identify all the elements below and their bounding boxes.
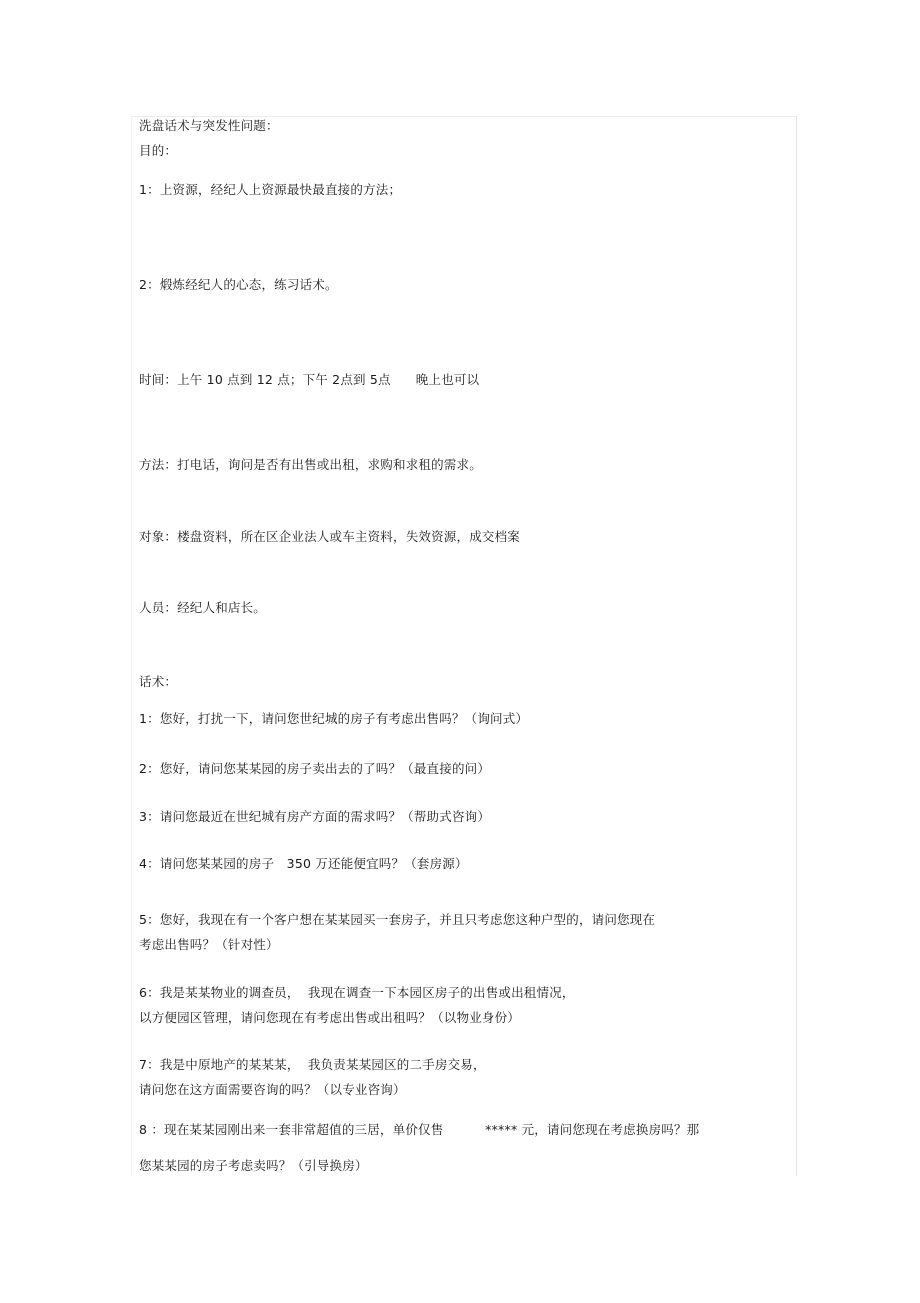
script-item-8-line-2: 您某某园的房子考虑卖吗？（引导换房） — [139, 1158, 368, 1173]
script-item-6-line-1: 6：我是某某物业的调查员， 我现在调查一下本园区房子的出售或出租情况， — [139, 985, 575, 1000]
method-line: 方法：打电话，询问是否有出售或出租，求购和求租的需求。 — [139, 457, 482, 472]
script-item-2: 2：您好，请问您某某园的房子卖出去的了吗？（最直接的问） — [139, 761, 491, 776]
script-item-3: 3：请问您最近在世纪城有房产方面的需求吗？（帮助式咨询） — [139, 809, 491, 824]
script-item-8-line-1: 8 ：现在某某园刚出来一套非常超值的三居，单价仅售 ***** 元，请问您现在考虑换房吗？那 — [139, 1122, 700, 1137]
script-item-6-line-2: 以方便园区管理，请问您现在有考虑出售或出租吗？（以物业身份） — [139, 1010, 521, 1025]
script-item-5-line-1: 5：您好，我现在有一个客户想在某某园买一套房子，并且只考虑您这种户型的，请问您现在 — [139, 912, 656, 927]
purpose-item-2: 2：煅炼经纪人的心态，练习话术。 — [139, 277, 338, 292]
time-line: 时间：上午 10 点到 12 点；下午 2点到 5点 晚上也可以 — [139, 372, 480, 387]
script-heading: 话术： — [139, 674, 178, 689]
script-item-5-line-2: 考虑出售吗？（针对性） — [139, 937, 279, 952]
staff-line: 人员：经纪人和店长。 — [139, 600, 267, 615]
script-item-7-line-1: 7：我是中原地产的某某某， 我负责某某园区的二手房交易， — [139, 1057, 486, 1072]
script-item-4: 4：请问您某某园的房子 350 万还能便宜吗？（套房源） — [139, 856, 468, 871]
target-line: 对象：楼盘资料，所在区企业法人或车主资料，失效资源，成交档案 — [139, 529, 521, 544]
purpose-heading: 目的： — [139, 143, 178, 158]
document-title: 洗盘话术与突发性问题： — [139, 118, 279, 133]
script-item-7-line-2: 请问您在这方面需要咨询的吗？（以专业咨询） — [139, 1082, 406, 1097]
script-item-1: 1：您好，打扰一下，请问您世纪城的房子有考虑出售吗？（询问式） — [139, 711, 529, 726]
purpose-item-1: 1：上资源，经纪人上资源最快最直接的方法； — [139, 182, 402, 197]
